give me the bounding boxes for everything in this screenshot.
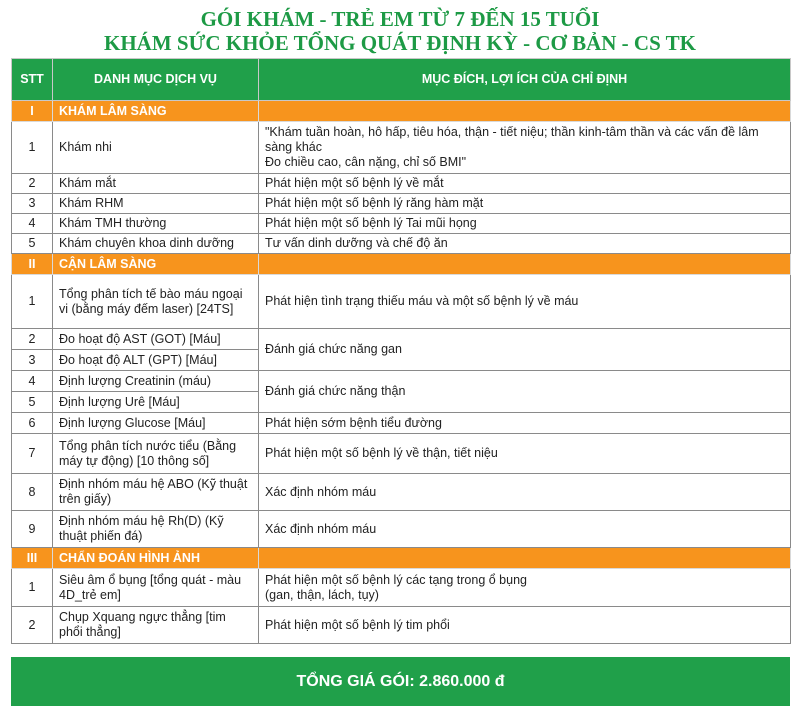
total-price: TỔNG GIÁ GÓI: 2.860.000 đ bbox=[11, 657, 790, 706]
table-row bbox=[12, 511, 791, 548]
row-purpose: "Khám tuần hoàn, hô hấp, tiêu hóa, thận - tiết niệu; thần kinh-tâm thần và các vấn đề lâm sàng khác Đo chiều cao, cân nặng, chỉ số BMI" bbox=[259, 122, 791, 174]
row-purpose: Đánh giá chức năng gan bbox=[259, 329, 791, 371]
row-service: Khám mắt bbox=[53, 174, 259, 194]
row-service: Định nhóm máu hệ ABO (Kỹ thuật trên giấy) bbox=[53, 474, 259, 511]
row-purpose: Phát hiện sớm bệnh tiểu đường bbox=[259, 413, 791, 434]
section-row bbox=[12, 101, 791, 122]
section-title: CẬN LÂM SÀNG bbox=[53, 254, 259, 275]
row-service: Khám TMH thường bbox=[53, 214, 259, 234]
row-stt: 2 bbox=[12, 329, 53, 350]
row-stt: 9 bbox=[12, 511, 53, 548]
row-stt: 4 bbox=[12, 371, 53, 392]
column-header-service: DANH MỤC DỊCH VỤ bbox=[53, 59, 259, 101]
table-row bbox=[12, 434, 791, 474]
row-purpose: Phát hiện một số bệnh lý về thận, tiết niệu bbox=[259, 434, 791, 474]
section-number: I bbox=[12, 101, 53, 122]
row-stt: 2 bbox=[12, 174, 53, 194]
row-stt: 5 bbox=[12, 392, 53, 413]
row-stt: 4 bbox=[12, 214, 53, 234]
row-service: Định lượng Creatinin (máu) bbox=[53, 371, 259, 392]
table-row bbox=[12, 413, 791, 434]
section-title: KHÁM LÂM SÀNG bbox=[53, 101, 259, 122]
row-service: Định lượng Urê [Máu] bbox=[53, 392, 259, 413]
row-service: Tổng phân tích tế bào máu ngoại vi (bằng máy đếm laser) [24TS] bbox=[53, 275, 259, 329]
row-stt: 6 bbox=[12, 413, 53, 434]
row-service: Chụp Xquang ngực thẳng [tim phổi thẳng] bbox=[53, 607, 259, 644]
row-stt: 1 bbox=[12, 275, 53, 329]
row-purpose: Xác định nhóm máu bbox=[259, 474, 791, 511]
section-number: III bbox=[12, 548, 53, 569]
row-purpose: Phát hiện tình trạng thiếu máu và một số bệnh lý về máu bbox=[259, 275, 791, 329]
row-service: Định nhóm máu hệ Rh(D) (Kỹ thuật phiến đá) bbox=[53, 511, 259, 548]
table-row bbox=[12, 275, 791, 329]
table-row bbox=[12, 194, 791, 214]
row-purpose: Tư vấn dinh dưỡng và chế độ ăn bbox=[259, 234, 791, 254]
row-stt: 1 bbox=[12, 122, 53, 174]
table-row bbox=[12, 371, 791, 392]
table-row bbox=[12, 329, 791, 350]
section-row bbox=[12, 548, 791, 569]
column-header-stt: STT bbox=[12, 59, 53, 101]
table-row bbox=[12, 174, 791, 194]
package-subtitle: KHÁM SỨC KHỎE TỔNG QUÁT ĐỊNH KỲ - CƠ BẢN - CS TK bbox=[104, 31, 696, 55]
row-purpose: Phát hiện một số bệnh lý Tai mũi họng bbox=[259, 214, 791, 234]
row-stt: 2 bbox=[12, 607, 53, 644]
row-purpose: Phát hiện một số bệnh lý răng hàm mặt bbox=[259, 194, 791, 214]
row-stt: 3 bbox=[12, 350, 53, 371]
row-service: Khám RHM bbox=[53, 194, 259, 214]
table-row bbox=[12, 234, 791, 254]
package-title: GÓI KHÁM - TRẺ EM TỪ 7 ĐẾN 15 TUỔI bbox=[200, 7, 600, 31]
row-stt: 5 bbox=[12, 234, 53, 254]
row-service: Định lượng Glucose [Máu] bbox=[53, 413, 259, 434]
section-row bbox=[12, 254, 791, 275]
row-stt: 3 bbox=[12, 194, 53, 214]
row-service: Đo hoạt độ ALT (GPT) [Máu] bbox=[53, 350, 259, 371]
row-stt: 8 bbox=[12, 474, 53, 511]
services-table bbox=[11, 58, 791, 644]
row-service: Siêu âm ổ bụng [tổng quát - màu 4D_trẻ em] bbox=[53, 569, 259, 607]
table-row bbox=[12, 214, 791, 234]
table-row bbox=[12, 607, 791, 644]
row-purpose: Xác định nhóm máu bbox=[259, 511, 791, 548]
section-title: CHẨN ĐOÁN HÌNH ẢNH bbox=[53, 548, 259, 569]
row-service: Khám chuyên khoa dinh dưỡng bbox=[53, 234, 259, 254]
row-service: Khám nhi bbox=[53, 122, 259, 174]
row-stt: 1 bbox=[12, 569, 53, 607]
section-number: II bbox=[12, 254, 53, 275]
row-service: Đo hoạt độ AST (GOT) [Máu] bbox=[53, 329, 259, 350]
row-service: Tổng phân tích nước tiểu (Bằng máy tự động) [10 thông số] bbox=[53, 434, 259, 474]
row-purpose: Đánh giá chức năng thận bbox=[259, 371, 791, 413]
table-row bbox=[12, 474, 791, 511]
table-row bbox=[12, 122, 791, 174]
column-header-purpose: MỤC ĐÍCH, LỢI ÍCH CỦA CHỈ ĐỊNH bbox=[259, 59, 791, 101]
table-header-row bbox=[12, 59, 791, 101]
row-purpose: Phát hiện một số bệnh lý các tạng trong ổ bụng (gan, thận, lách, tụy) bbox=[259, 569, 791, 607]
row-purpose: Phát hiện một số bệnh lý tim phổi bbox=[259, 607, 791, 644]
table-row bbox=[12, 569, 791, 607]
row-stt: 7 bbox=[12, 434, 53, 474]
row-purpose: Phát hiện một số bệnh lý về mắt bbox=[259, 174, 791, 194]
